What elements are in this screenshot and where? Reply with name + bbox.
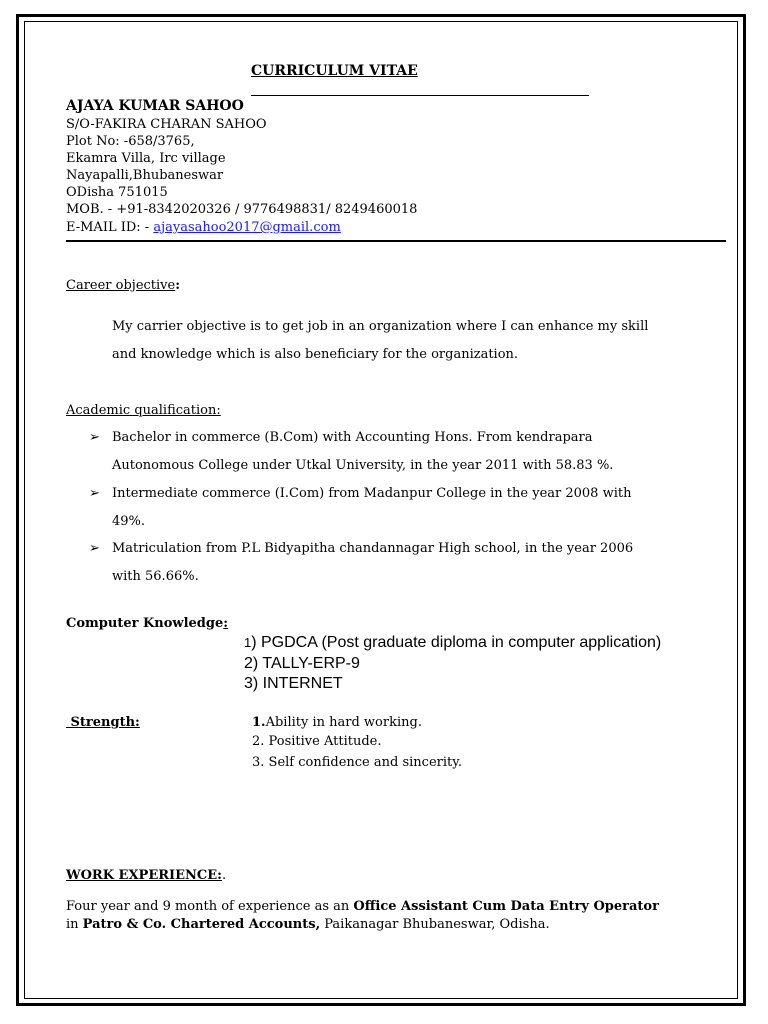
email-row	[66, 219, 341, 236]
email-link[interactable]: ajayasahoo2017@gmail.com	[153, 220, 341, 235]
work-position: Office Assistant Cum Data Entry Operator	[353, 899, 659, 914]
work-heading-row	[66, 867, 226, 884]
contact-line: Plot No: -658/3765,	[66, 134, 195, 149]
work-line-text: Four year and 9 month of experience as an	[66, 899, 354, 914]
strength-item: 2. Positive Attitude.	[252, 734, 382, 749]
work-heading: WORK EXPERIENCE:	[66, 868, 222, 883]
strength-item-text: Ability in hard working.	[265, 715, 422, 730]
computer-heading-row	[66, 615, 228, 632]
header-rule	[66, 240, 726, 242]
bullet-arrow-icon: ➢	[89, 430, 100, 445]
candidate-name: AJAYA KUMAR SAHOO	[66, 98, 244, 114]
academic-heading: Academic qualification:	[66, 403, 221, 418]
strength-item	[252, 714, 422, 731]
email-label: E-MAIL ID: -	[66, 220, 154, 235]
strength-heading: Strength:	[66, 715, 140, 730]
document-title: CURRICULUM VITAE	[251, 63, 418, 79]
work-line-text: in	[66, 917, 83, 932]
career-text-line: and knowledge which is also beneficiary for the organization.	[112, 347, 519, 362]
career-heading-row	[66, 277, 180, 294]
computer-item-text: ) PGDCA (Post graduate diploma in computer application)	[251, 634, 662, 651]
computer-item: 2) TALLY-ERP-9	[244, 655, 360, 672]
career-heading: Career objective	[66, 278, 176, 293]
contact-line: Nayapalli,Bhubaneswar	[66, 168, 224, 183]
academic-item-line: Bachelor in commerce (B.Com) with Accounting Hons. From kendrapara	[112, 430, 593, 445]
academic-item-line: with 56.66%.	[112, 569, 199, 584]
career-heading-colon: :	[175, 278, 181, 293]
computer-item	[244, 634, 661, 651]
academic-item-line: 49%.	[112, 514, 146, 529]
strength-item-number: 1.	[252, 715, 266, 730]
work-heading-trail: .	[221, 868, 227, 883]
computer-item: 3) INTERNET	[244, 675, 343, 692]
bullet-arrow-icon: ➢	[89, 541, 100, 556]
career-text-line: My carrier objective is to get job in an organization where I can enhance my skill	[112, 319, 649, 334]
work-employer: Patro & Co. Chartered Accounts,	[82, 917, 321, 932]
academic-item-line: Matriculation from P.L Bidyapitha chandannagar High school, in the year 2006	[112, 541, 634, 556]
title-rule	[251, 95, 589, 96]
computer-heading-colon: :	[223, 616, 229, 631]
computer-heading: Computer Knowledge	[66, 616, 224, 631]
contact-line: S/O-FAKIRA CHARAN SAHOO	[66, 117, 267, 132]
contact-line: ODisha 751015	[66, 185, 168, 200]
work-location: Paikanagar Bhubaneswar, Odisha.	[320, 917, 550, 932]
contact-line: Ekamra Villa, Irc village	[66, 151, 226, 166]
bullet-arrow-icon: ➢	[89, 486, 100, 501]
academic-item-line: Autonomous College under Utkal University, in the year 2011 with 58.83 %.	[112, 458, 614, 473]
work-line	[66, 916, 550, 933]
computer-item-number: 1	[244, 635, 252, 650]
contact-phone: MOB. - +91-8342020326 / 9776498831/ 8249460018	[66, 202, 418, 217]
academic-item-line: Intermediate commerce (I.Com) from Madanpur College in the year 2008 with	[112, 486, 632, 501]
strength-item: 3. Self confidence and sincerity.	[252, 755, 462, 770]
work-line	[66, 898, 659, 915]
